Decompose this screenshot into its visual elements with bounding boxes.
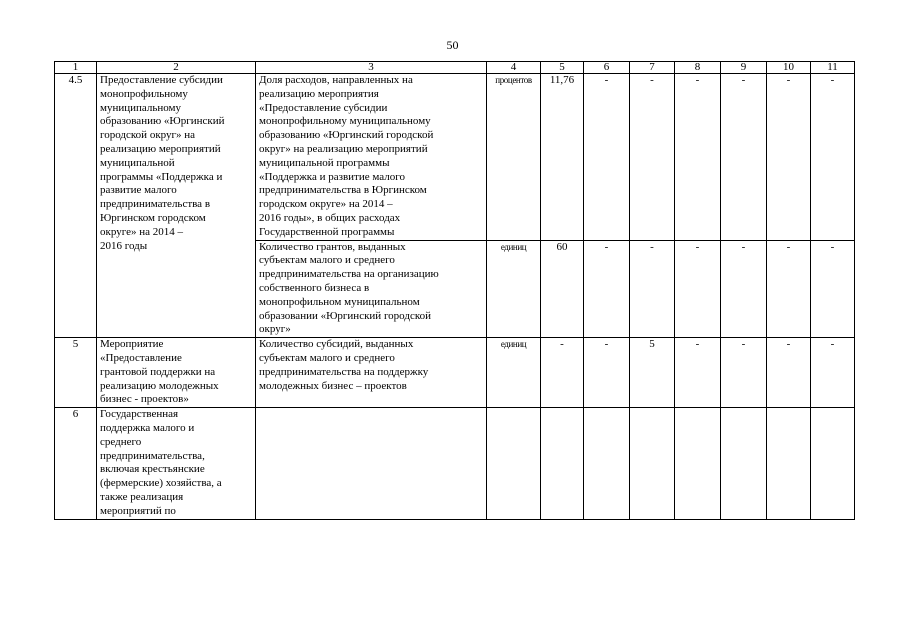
indicator-value: - <box>675 74 721 241</box>
empty-cell <box>584 408 630 519</box>
indicator-value: - <box>811 240 855 338</box>
indicator-value: - <box>767 240 811 338</box>
indicator-value: - <box>541 338 584 408</box>
empty-cell <box>541 408 584 519</box>
column-header: 1 <box>55 62 97 74</box>
table-row <box>55 338 855 408</box>
indicator-value: - <box>721 240 767 338</box>
empty-cell <box>630 408 675 519</box>
activity-name: Предоставление субсидии монопрофильному муниципальному образованию «Юргинский городской округ» на реализацию мероприятий муниципальной программы «Поддержка и развитие малого предпринимательства в Юргинском городском округе» на 2014 – 2016 годы <box>97 74 256 338</box>
indicator-value: - <box>811 74 855 241</box>
row-number: 6 <box>55 408 97 519</box>
table-row <box>55 408 855 519</box>
indicator-value: - <box>675 338 721 408</box>
unit-of-measure: единиц <box>487 240 541 338</box>
empty-cell <box>721 408 767 519</box>
indicator-value: - <box>675 240 721 338</box>
column-header: 10 <box>767 62 811 74</box>
empty-cell <box>487 408 541 519</box>
empty-cell <box>675 408 721 519</box>
empty-cell <box>767 408 811 519</box>
table-row <box>55 74 855 241</box>
column-header: 3 <box>256 62 487 74</box>
unit-of-measure: процентов <box>487 74 541 241</box>
indicator-value: - <box>584 74 630 241</box>
empty-cell <box>811 408 855 519</box>
indicator-value: - <box>721 74 767 241</box>
indicator-name: Количество грантов, выданных субъектам малого и среднего предпринимательства на организацию собственного бизнеса в монопрофильном муниципальном образовании «Юргинский городской округ» <box>256 240 487 338</box>
column-header: 2 <box>97 62 256 74</box>
indicator-value: 5 <box>630 338 675 408</box>
column-header: 11 <box>811 62 855 74</box>
table-header-row <box>55 62 855 74</box>
unit-of-measure: единиц <box>487 338 541 408</box>
row-number: 5 <box>55 338 97 408</box>
column-header: 8 <box>675 62 721 74</box>
indicator-value: - <box>767 338 811 408</box>
indicator-name: Количество субсидий, выданных субъектам малого и среднего предпринимательства на поддержку молодежных бизнес – проектов <box>256 338 487 408</box>
indicator-value: - <box>721 338 767 408</box>
empty-cell <box>256 408 487 519</box>
activity-name: Мероприятие «Предоставление грантовой поддержки на реализацию молодежных бизнес - проектов» <box>97 338 256 408</box>
indicator-value: 60 <box>541 240 584 338</box>
row-number: 4.5 <box>55 74 97 338</box>
indicator-name: Доля расходов, направленных на реализацию мероприятия «Предоставление субсидии монопрофильному муниципальному образованию «Юргинский городской округ» на реализацию мероприятий муниципальной программы «Поддержка и развитие малого предпринимательства в Юргинском городском округе» на 2014 – 2016 годы», в общих расходах Государственной программы <box>256 74 487 241</box>
column-header: 4 <box>487 62 541 74</box>
indicator-value: 11,76 <box>541 74 584 241</box>
indicator-value: - <box>630 74 675 241</box>
activity-name: Государственная поддержка малого и среднего предпринимательства, включая крестьянские (фермерские) хозяйства, а также реализация мероприятий по <box>97 408 256 519</box>
indicators-table <box>54 61 855 520</box>
page-number: 50 <box>446 38 459 52</box>
indicator-value: - <box>584 338 630 408</box>
indicator-value: - <box>584 240 630 338</box>
column-header: 6 <box>584 62 630 74</box>
column-header: 9 <box>721 62 767 74</box>
indicator-value: - <box>767 74 811 241</box>
column-header: 5 <box>541 62 584 74</box>
indicator-value: - <box>811 338 855 408</box>
column-header: 7 <box>630 62 675 74</box>
indicator-value: - <box>630 240 675 338</box>
